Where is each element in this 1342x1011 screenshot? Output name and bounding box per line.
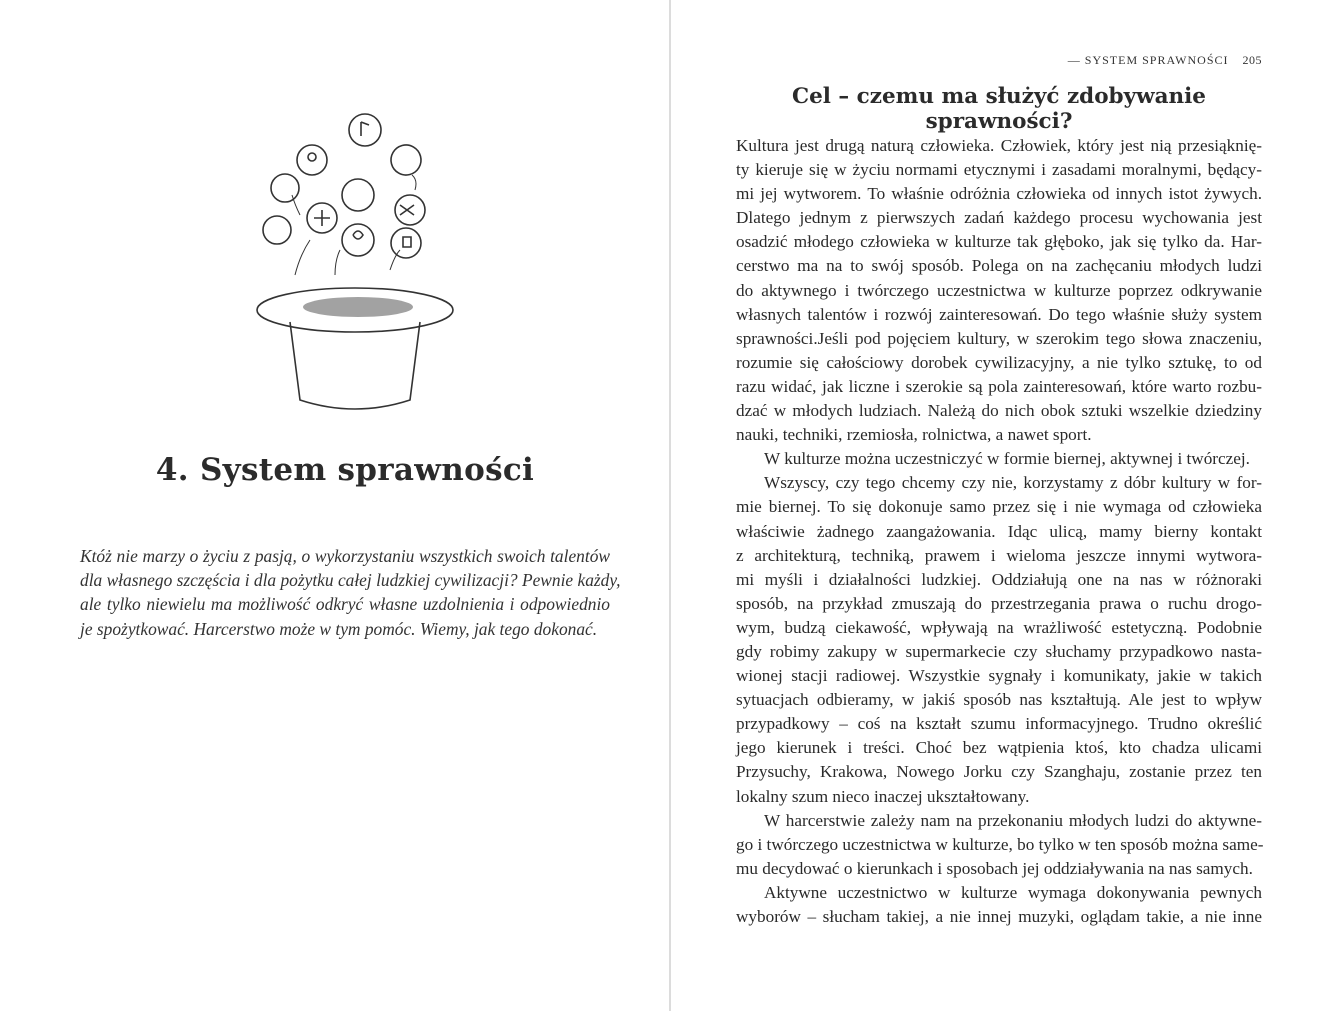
body-line: jego kierunek i treści. Choć bez wątpienia ktoś, kto chadza ulicami — [736, 738, 1262, 758]
body-line: osadzić młodego człowieka w kulturze tak głęboko, jak się tylko da. Har- — [736, 232, 1262, 252]
body-text — [736, 134, 1262, 929]
body-line: rozumie się całościowy dorobek cywilizacyjny, a nie tylko sztukę, to od — [736, 352, 1262, 372]
section-title: Cel – czemu ma służyć zdobywanie sprawności? — [791, 84, 1206, 134]
body-line: mi myśli i działalności ludzkiej. Oddziałują one na nas w różnoraki — [736, 569, 1262, 589]
body-line: Dlatego jednym z pierwszych zadań każdego procesu wychowania jest — [736, 208, 1262, 228]
body-line: Kultura jest drugą naturą człowieka. Człowiek, który jest nią przesiąknię- — [736, 136, 1262, 155]
badge-coins — [263, 114, 426, 258]
body-line: Przysuchy, Krakowa, Nowego Jorku czy Szanghaju, zostanie przez ten — [736, 762, 1262, 782]
body-line: z architekturą, techniką, prawem i wieloma jeszcze innymi wytwora- — [736, 545, 1262, 565]
body-line: ty kieruje się w życiu normami etycznymi i zasadami moralnymi, będący- — [736, 160, 1262, 180]
body-line: mu decydować o kierunkach i sposobach jej oddziaływania na nas samych. — [736, 858, 1253, 878]
body-line: własnych talentów i rozwój zainteresowań. Do tego właśnie służy system — [736, 304, 1262, 324]
body-line: Wszyscy, czy tego chcemy czy nie, korzystamy z dóbr kultury w for- — [764, 473, 1262, 493]
body-line: go i twórczego uczestnictwa w kulturze, bo tylko w ten sposób można same- — [736, 834, 1264, 854]
top-hat — [257, 288, 453, 409]
body-line: mie biernej. To się dokonuje samo przez się i nie wymaga od człowieka — [736, 497, 1262, 517]
lead-line: je spożytkować. Harcerstwo może w tym pomóc. Wiemy, jak tego dokonać. — [80, 618, 598, 639]
body-line: wionej stacji radiowej. Wszystkie sygnały i komunikaty, jakie w takich — [736, 666, 1262, 686]
book-gutter — [669, 0, 671, 1011]
chapter-title: 4. System sprawności — [155, 452, 535, 488]
running-head — [1068, 53, 1262, 68]
chapter-lead-paragraph — [80, 544, 621, 641]
body-line: W kulturze można uczestniczyć w formie biernej, aktywnej i twórczej. — [764, 449, 1250, 469]
body-line: wym, budzą ciekawość, wpływają na wrażliwość estetyczną. Podobnie — [736, 617, 1262, 637]
body-line: mi jej wytworem. To właśnie odróżnia człowieka od innych istot żywych. — [736, 184, 1262, 204]
body-line: sytuacjach odbieramy, w jakiś sposób nas kształtują. Ale jest to wpływ — [736, 690, 1262, 710]
body-line: do aktywnego i twórczego uczestnictwa w kulturze poprzez odkrywanie — [736, 280, 1262, 300]
lead-line: Któż nie marzy o życiu z pasją, o wykorzystaniu wszystkich swoich talentów — [80, 546, 610, 566]
body-line: przypadkowy – coś na kształt szumu informacyjnego. Trudno określić — [736, 714, 1262, 734]
body-line: sprawności.Jeśli pod pojęciem kultury, w szerokim tego słowa znaczeniu, — [736, 328, 1262, 348]
page-number: 205 — [1242, 53, 1262, 67]
body-line: razu widać, jak liczne i szerokie są pola zainteresowań, które warto rozbu- — [736, 376, 1262, 396]
body-line: lokalny szum nieco inaczej ukształtowany. — [736, 786, 1030, 806]
lead-line: dla własnego szczęścia i dla pożytku całej ludzkiej cywilizacji? Pewnie każdy, — [80, 570, 621, 591]
body-line: dzać w młodych ludziach. Należą do nich obok sztuki wszelkie dziedziny — [736, 401, 1262, 421]
running-head-title: — SYSTEM SPRAWNOŚCI — [1067, 53, 1229, 67]
magic-hat-illustration — [240, 100, 470, 420]
body-line: Aktywne uczestnictwo w kulturze wymaga dokonywania pewnych — [764, 882, 1262, 902]
body-line: sposób, na przykład zmuszają do przestrzegania prawa o ruchu drogo- — [736, 593, 1262, 613]
body-line: nauki, techniki, rzemiosła, rolnictwa, a nawet sport. — [736, 425, 1092, 445]
body-line: W harcerstwie zależy nam na przekonaniu młodych ludzi do aktywne- — [764, 810, 1262, 830]
body-line: wyborów – słucham takiej, a nie innej muzyki, oglądam takie, a nie inne — [736, 907, 1262, 926]
body-line: cerstwo ma na to swój sposób. Polega on na zachęcaniu młodych ludzi — [736, 256, 1262, 276]
body-line: właściwie żadnego zaangażowania. Idąc ulicą, mamy bierny kontakt — [736, 521, 1262, 541]
lead-line: ale tylko niewielu ma możliwość odkryć własne uzdolnienia i odpowiednio — [80, 594, 610, 615]
body-line: gdy robimy zakupy w supermarkecie czy słuchamy przypadkowo nasta- — [736, 641, 1262, 661]
